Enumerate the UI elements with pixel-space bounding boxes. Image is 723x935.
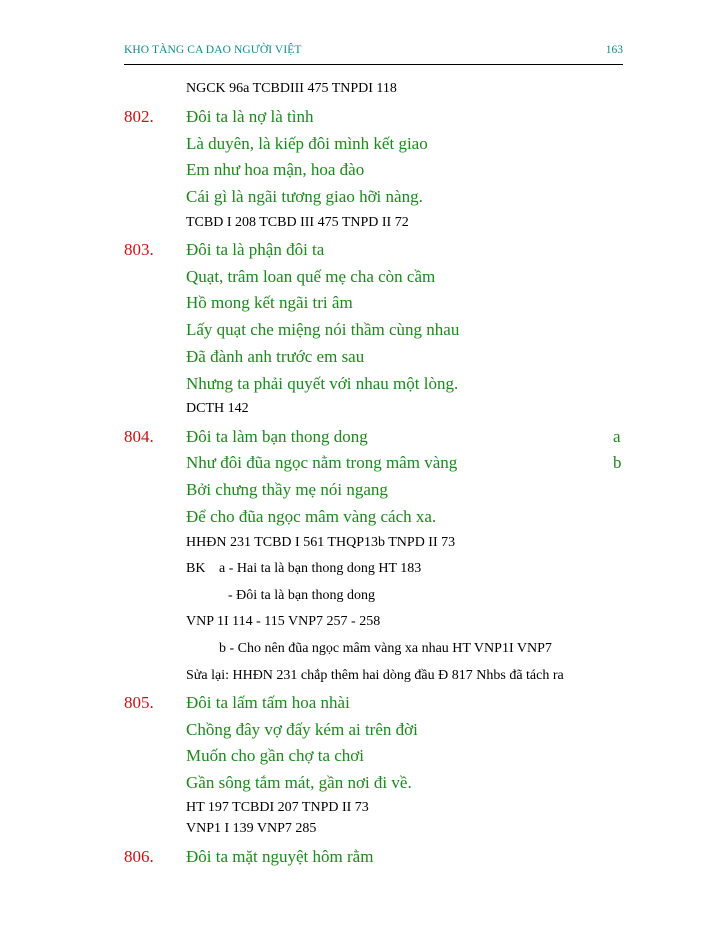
source-ref: NGCK 96a TCBDIII 475 TNPDI 118 [186,81,397,96]
page-number: 163 [605,44,623,56]
verse-line: Để cho đũa ngọc mâm vàng cách xa. [186,507,437,526]
verse-line: Bởi chưng thầy mẹ nói ngang [186,480,388,499]
variant-mark: a [613,427,621,446]
source-ref: VNP1 I 139 VNP7 285 [186,821,317,836]
verse-line: Gần sông tắm mát, gần nơi đi về. [186,773,412,792]
verse-line: Cái gì là ngãi tương giao hỡi nàng. [186,187,423,206]
source-ref: DCTH 142 [186,401,249,416]
variant-note: - Đôi ta là bạn thong dong [228,588,375,603]
verse-line: Đôi ta là nợ là tình [186,107,314,126]
verse-line: Đôi ta làm bạn thong dong [186,427,368,446]
entry-number: 806. [124,847,154,866]
entry-number: 802. [124,107,154,126]
variant-mark: b [613,453,622,472]
verse-line: Đôi ta mặt nguyệt hôm rằm [186,847,374,866]
entry-number: 804. [124,427,154,446]
page-header [124,44,623,65]
verse-line: Đôi ta lấm tấm hoa nhài [186,693,350,712]
verse-line: Quạt, trâm loan quế mẹ cha còn cầm [186,267,436,286]
verse-line: Muốn cho gần chợ ta chơi [186,746,365,765]
verse-line: Nhưng ta phải quyết với nhau một lòng. [186,374,459,393]
verse-line: Lấy quạt che miệng nói thầm cùng nhau [186,320,460,339]
editor-note: Sửa lại: HHĐN 231 chắp thêm hai dòng đầu Đ 817 Nhbs đã tách ra [186,668,564,683]
variant-note: b - Cho nên đũa ngọc mâm vàng xa nhau HT VNP1I VNP7 [219,641,552,656]
source-ref: HHĐN 231 TCBD I 561 THQP13b TNPD II 73 [186,535,456,550]
verse-line: Đôi ta là phận đôi ta [186,240,325,259]
source-ref: VNP 1I 114 - 115 VNP7 257 - 258 [186,614,381,629]
verse-line: Em như hoa mận, hoa đào [186,160,365,179]
variant-note: a - Hai ta là bạn thong dong HT 183 [219,561,422,576]
running-title: KHO TÀNG CA DAO NGƯỜI VIỆT [124,44,302,56]
verse-line: Như đôi đũa ngọc nằm trong mâm vàng [186,453,458,472]
source-ref: HT 197 TCBDI 207 TNPD II 73 [186,800,369,815]
verse-line: Đã đành anh trước em sau [186,347,365,366]
entry-number: 805. [124,693,154,712]
verse-line: Hồ mong kết ngãi tri âm [186,293,353,312]
source-ref: TCBD I 208 TCBD III 475 TNPD II 72 [186,215,409,230]
verse-line: Là duyên, là kiếp đôi mình kết giao [186,134,428,153]
variant-label: BK [186,561,206,576]
verse-line: Chồng đây vợ đấy kém ai trên đời [186,720,418,739]
entry-number: 803. [124,240,154,259]
